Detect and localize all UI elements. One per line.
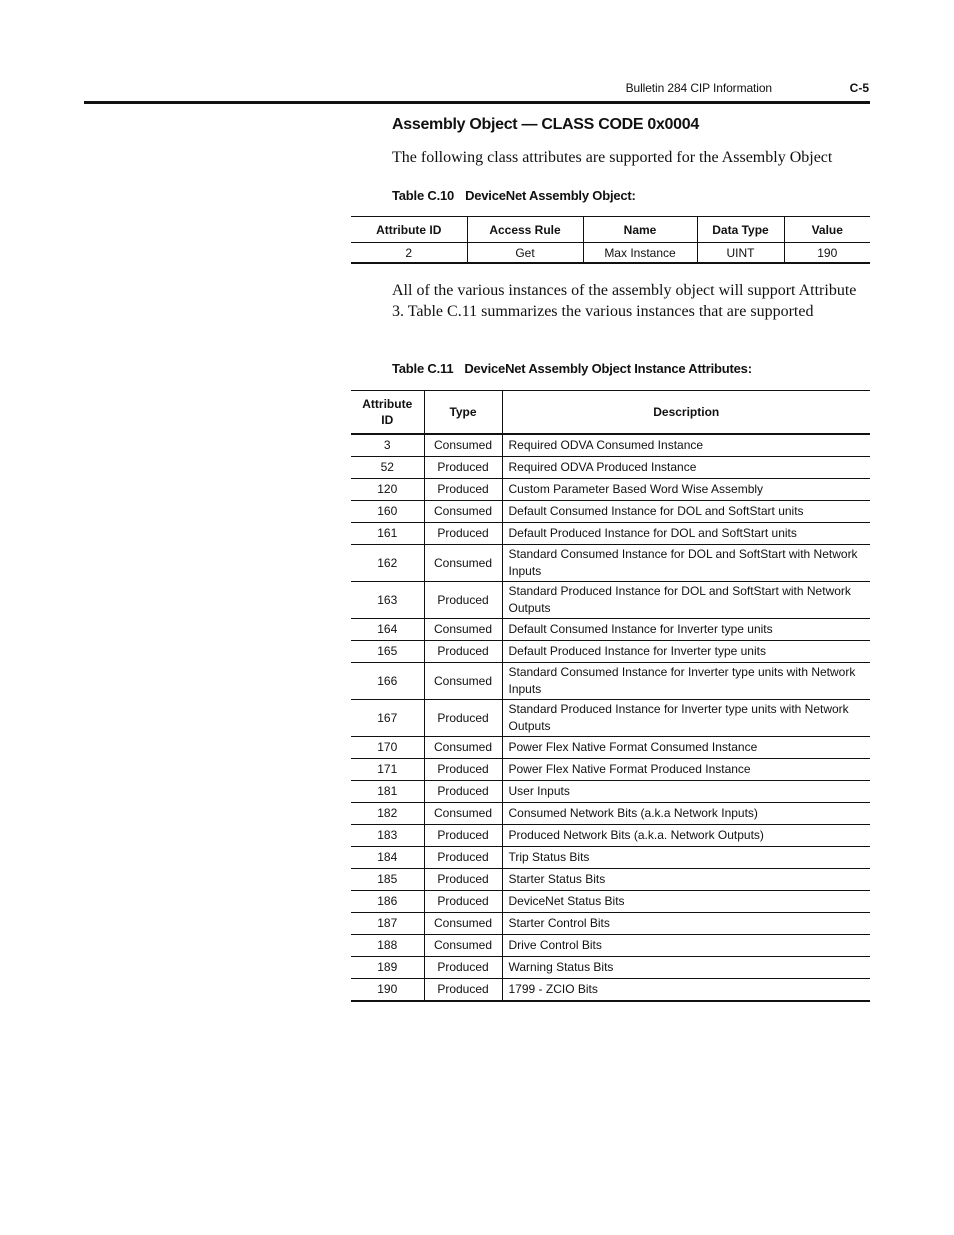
table-c10-caption-text: DeviceNet Assembly Object:	[465, 188, 636, 203]
attribute-id-cell: 185	[351, 869, 424, 891]
attribute-id-cell: 165	[351, 641, 424, 663]
table-cell: Get	[467, 243, 583, 264]
table-c11-header-description: Description	[502, 391, 870, 435]
table-c10-header-attribute-id: Attribute ID	[351, 217, 467, 243]
type-cell: Produced	[424, 891, 502, 913]
table-c11-header-attribute-id: Attribute ID	[351, 391, 424, 435]
description-cell: Standard Consumed Instance for DOL and SoftStart with Network Inputs	[502, 545, 870, 582]
description-cell: Trip Status Bits	[502, 847, 870, 869]
table-row	[351, 457, 870, 479]
attribute-id-cell: 52	[351, 457, 424, 479]
type-cell: Consumed	[424, 619, 502, 641]
description-cell: Standard Produced Instance for Inverter type units with Network Outputs	[502, 700, 870, 737]
table-row	[351, 434, 870, 457]
attribute-id-cell: 161	[351, 523, 424, 545]
table-row	[351, 582, 870, 619]
table-row	[351, 545, 870, 582]
table-c10-header-data-type: Data Type	[697, 217, 784, 243]
attribute-id-cell: 166	[351, 663, 424, 700]
table-row	[351, 825, 870, 847]
type-cell: Produced	[424, 847, 502, 869]
description-cell: Standard Produced Instance for DOL and SoftStart with Network Outputs	[502, 582, 870, 619]
table-row	[351, 479, 870, 501]
description-cell: Power Flex Native Format Produced Instance	[502, 759, 870, 781]
type-cell: Consumed	[424, 663, 502, 700]
attribute-id-cell: 190	[377, 982, 398, 996]
running-title: Bulletin 284 CIP Information	[625, 81, 772, 95]
description-cell: Required ODVA Consumed Instance	[502, 434, 870, 457]
attribute-id-cell: 164	[351, 619, 424, 641]
description-cell: DeviceNet Status Bits	[502, 891, 870, 913]
description-cell: Drive Control Bits	[502, 935, 870, 957]
table-row	[351, 957, 870, 979]
header-rule	[84, 101, 870, 104]
attribute-id-cell: 182	[351, 803, 424, 825]
attribute-id-cell: 160	[351, 501, 424, 523]
description-cell: User Inputs	[502, 781, 870, 803]
type-cell: Produced	[424, 523, 502, 545]
description-cell: Standard Consumed Instance for Inverter type units with Network Inputs	[502, 663, 870, 700]
table-c10-header-name: Name	[583, 217, 697, 243]
table-row	[351, 663, 870, 700]
table-row	[351, 781, 870, 803]
type-cell: Consumed	[424, 803, 502, 825]
type-cell: Produced	[424, 700, 502, 737]
attribute-id-cell: 184	[351, 847, 424, 869]
description-cell: Warning Status Bits	[502, 957, 870, 979]
type-cell: Consumed	[424, 434, 502, 457]
description-cell: Consumed Network Bits (a.k.a Network Inputs)	[502, 803, 870, 825]
table-c10-header-value: Value	[784, 217, 870, 243]
table-c10-caption	[392, 188, 636, 203]
table-c10-header-row	[351, 217, 870, 243]
attribute-id-cell: 167	[351, 700, 424, 737]
table-c11-header-row	[351, 391, 870, 435]
attribute-id-cell: 186	[351, 891, 424, 913]
description-cell: Produced Network Bits (a.k.a. Network Outputs)	[502, 825, 870, 847]
attribute-id-cell: 120	[351, 479, 424, 501]
attribute-id-cell: 3	[351, 434, 424, 457]
attribute-id-cell: 171	[351, 759, 424, 781]
type-cell: Consumed	[424, 935, 502, 957]
attribute-id-cell: 189	[351, 957, 424, 979]
table-row	[351, 869, 870, 891]
table-c11-caption	[392, 361, 752, 376]
table-row	[351, 759, 870, 781]
description-cell: Default Consumed Instance for Inverter type units	[502, 619, 870, 641]
type-cell: Consumed	[424, 913, 502, 935]
attribute-id-cell: 183	[351, 825, 424, 847]
table-c10-header-access-rule: Access Rule	[467, 217, 583, 243]
description-cell: Starter Status Bits	[502, 869, 870, 891]
type-cell: Produced	[424, 582, 502, 619]
table-row	[351, 979, 870, 1002]
type-cell: Consumed	[424, 545, 502, 582]
description-cell: Default Produced Instance for DOL and SoftStart units	[502, 523, 870, 545]
table-row	[351, 913, 870, 935]
description-cell: 1799 - ZCIO Bits	[502, 979, 870, 1002]
type-cell: Consumed	[424, 737, 502, 759]
table-row	[351, 619, 870, 641]
table-c11-caption-number: Table C.11	[392, 361, 454, 376]
type-cell: Produced	[424, 457, 502, 479]
attribute-id-cell: 188	[351, 935, 424, 957]
table-cell: 2	[405, 245, 413, 260]
intro-paragraph: The following class attributes are supported for the Assembly Object	[392, 149, 833, 166]
table-c11-body	[351, 434, 870, 1001]
description-cell: Custom Parameter Based Word Wise Assembly	[502, 479, 870, 501]
section-title: Assembly Object — CLASS CODE 0x0004	[392, 116, 699, 133]
attribute-id-cell: 170	[351, 737, 424, 759]
description-cell: Default Produced Instance for Inverter type units	[502, 641, 870, 663]
attribute-id-cell: 163	[351, 582, 424, 619]
table-c11-caption-text: DeviceNet Assembly Object Instance Attributes:	[464, 361, 752, 376]
table-row	[351, 501, 870, 523]
type-cell: Produced	[424, 781, 502, 803]
type-cell: Produced	[424, 957, 502, 979]
type-cell: Produced	[424, 641, 502, 663]
table-row	[351, 243, 870, 264]
attribute-id-cell: 187	[351, 913, 424, 935]
description-cell: Required ODVA Produced Instance	[502, 457, 870, 479]
attribute-id-cell: 162	[351, 545, 424, 582]
table-cell: 190	[784, 243, 870, 264]
table-c10-caption-number: Table C.10	[392, 188, 455, 203]
table-cell: Max Instance	[583, 243, 697, 264]
page-number: C-5	[849, 81, 869, 95]
description-cell: Power Flex Native Format Consumed Instance	[502, 737, 870, 759]
table-c11-header-type: Type	[424, 391, 502, 435]
table-row	[351, 803, 870, 825]
instances-paragraph: All of the various instances of the assembly object will support Attribute 3. Table C.11 summarizes the various instances that are supported	[392, 282, 857, 320]
type-cell: Produced	[424, 759, 502, 781]
table-row	[351, 523, 870, 545]
table-cell: UINT	[697, 243, 784, 264]
type-cell: Produced	[424, 825, 502, 847]
table-c11	[351, 390, 870, 1002]
attribute-id-cell: 181	[351, 781, 424, 803]
description-cell: Starter Control Bits	[502, 913, 870, 935]
table-row	[351, 737, 870, 759]
type-cell: Produced	[424, 869, 502, 891]
type-cell: Produced	[424, 979, 502, 1002]
table-row	[351, 935, 870, 957]
description-cell: Default Consumed Instance for DOL and SoftStart units	[502, 501, 870, 523]
type-cell: Consumed	[424, 501, 502, 523]
type-cell: Produced	[424, 479, 502, 501]
table-row	[351, 641, 870, 663]
table-row	[351, 847, 870, 869]
table-row	[351, 700, 870, 737]
table-c10	[351, 216, 870, 264]
table-row	[351, 891, 870, 913]
